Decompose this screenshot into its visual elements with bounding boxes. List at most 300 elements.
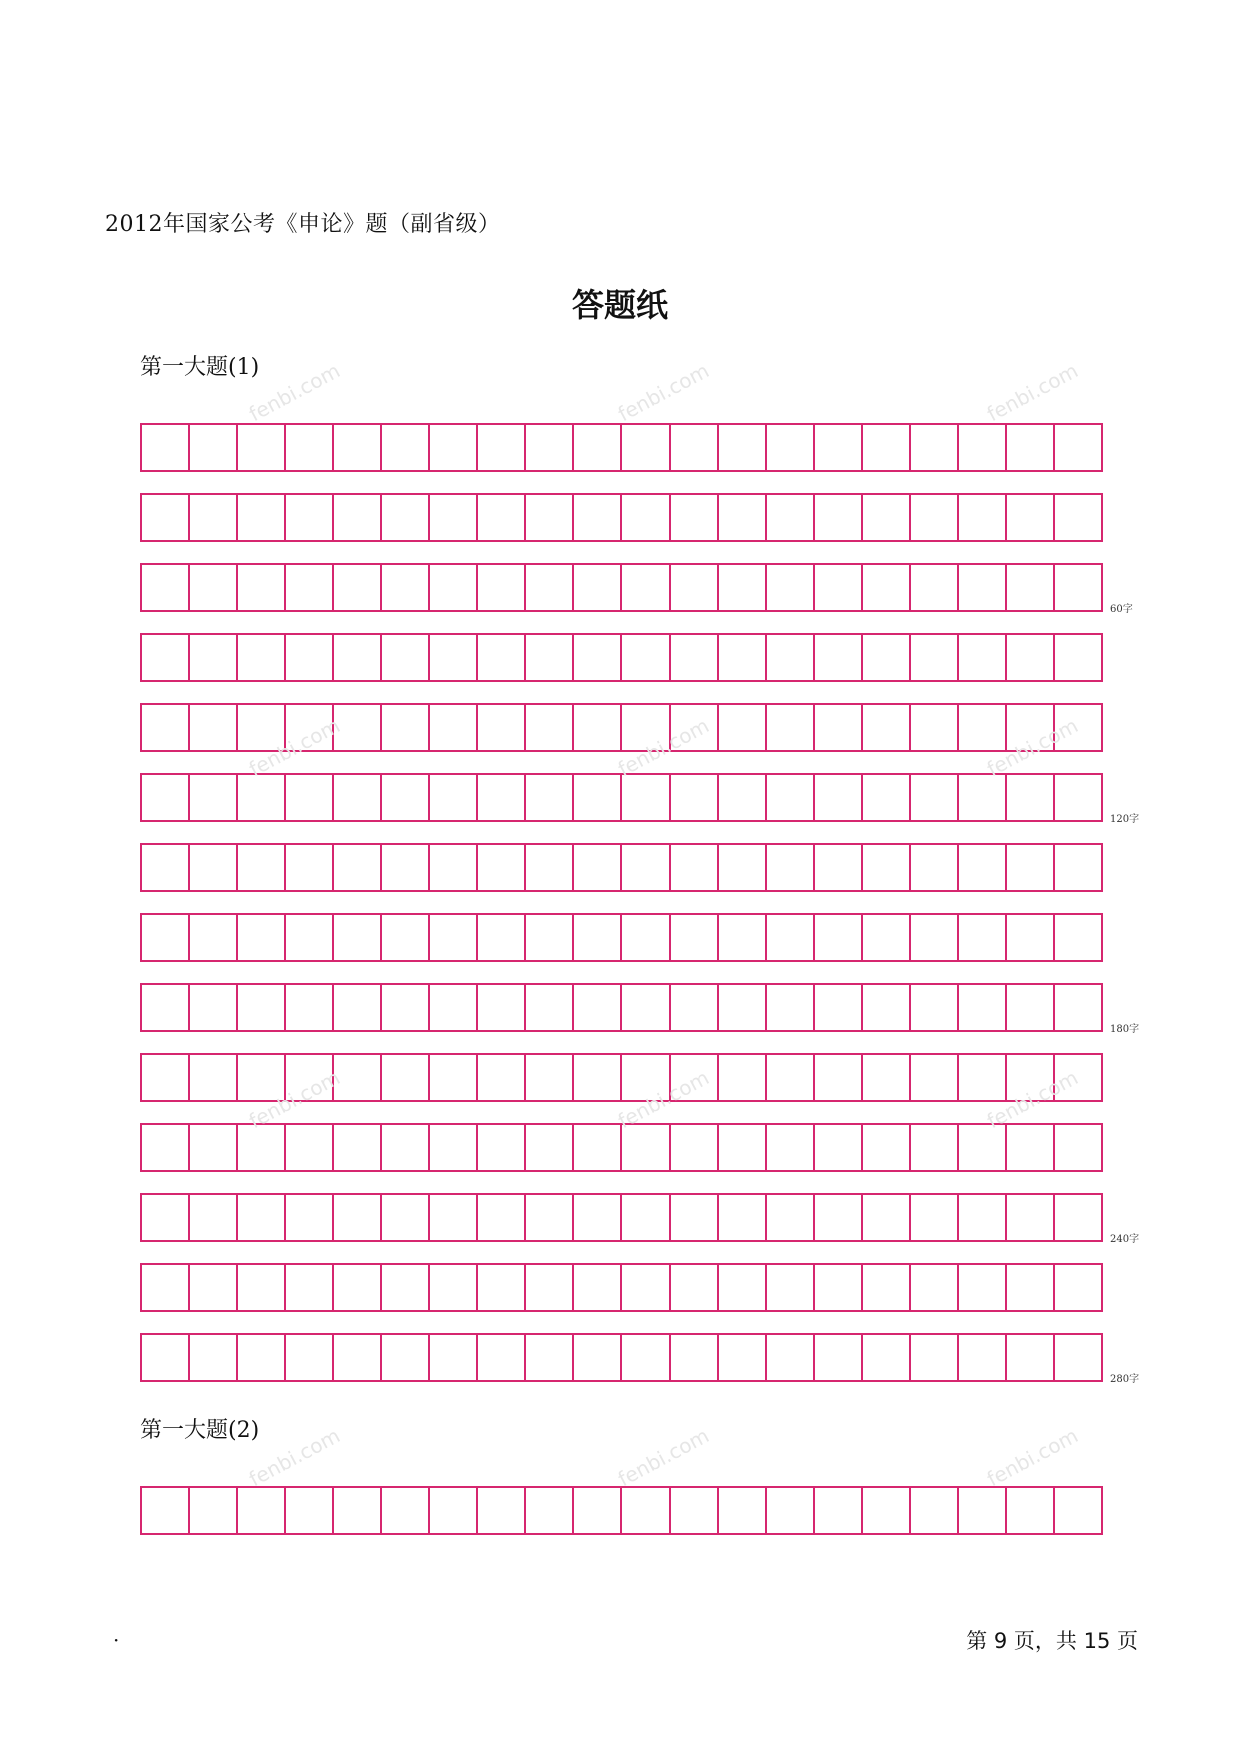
answer-grid-cell[interactable] — [382, 635, 430, 680]
answer-grid-cell[interactable] — [430, 635, 478, 680]
answer-grid-cell[interactable] — [911, 915, 959, 960]
answer-grid-cell[interactable] — [959, 1055, 1007, 1100]
answer-grid-cell[interactable] — [382, 425, 430, 470]
answer-grid-cell[interactable] — [622, 775, 670, 820]
answer-grid-cell[interactable] — [382, 1335, 430, 1380]
answer-grid-cell[interactable] — [767, 705, 815, 750]
answer-grid-cell[interactable] — [286, 705, 334, 750]
answer-grid-cell[interactable] — [190, 425, 238, 470]
answer-grid-cell[interactable] — [430, 425, 478, 470]
answer-grid-cell[interactable] — [334, 1265, 382, 1310]
answer-grid-cell[interactable] — [430, 985, 478, 1030]
answer-grid-cell[interactable] — [430, 1195, 478, 1240]
answer-grid-cell[interactable] — [959, 1195, 1007, 1240]
answer-grid-cell[interactable] — [190, 1265, 238, 1310]
answer-grid-cell[interactable] — [142, 705, 190, 750]
answer-grid-cell[interactable] — [863, 1055, 911, 1100]
answer-grid-cell[interactable] — [911, 1195, 959, 1240]
answer-grid-cell[interactable] — [719, 985, 767, 1030]
answer-grid-cell[interactable] — [911, 845, 959, 890]
answer-grid-cell[interactable] — [574, 565, 622, 610]
answer-grid-cell[interactable] — [334, 775, 382, 820]
answer-grid-cell[interactable] — [142, 1055, 190, 1100]
answer-grid-cell[interactable] — [334, 1195, 382, 1240]
answer-grid-cell[interactable] — [286, 635, 334, 680]
answer-grid-cell[interactable] — [526, 845, 574, 890]
answer-grid-cell[interactable] — [478, 1055, 526, 1100]
answer-grid-cell[interactable] — [767, 915, 815, 960]
answer-grid-cell[interactable] — [190, 495, 238, 540]
answer-grid-cell[interactable] — [622, 1335, 670, 1380]
answer-grid-cell[interactable] — [815, 1488, 863, 1533]
answer-grid-cell[interactable] — [190, 1335, 238, 1380]
answer-grid-cell[interactable] — [478, 1488, 526, 1533]
answer-grid-cell[interactable] — [911, 1265, 959, 1310]
answer-grid-cell[interactable] — [382, 1055, 430, 1100]
answer-grid-cell[interactable] — [238, 915, 286, 960]
answer-grid-cell[interactable] — [286, 775, 334, 820]
answer-grid-cell[interactable] — [334, 1055, 382, 1100]
answer-grid-cell[interactable] — [430, 1335, 478, 1380]
answer-grid-cell[interactable] — [526, 1195, 574, 1240]
answer-grid-cell[interactable] — [526, 1125, 574, 1170]
answer-grid-cell[interactable] — [334, 425, 382, 470]
answer-grid-cell[interactable] — [574, 1488, 622, 1533]
answer-grid-cell[interactable] — [1055, 775, 1103, 820]
answer-grid-cell[interactable] — [815, 565, 863, 610]
answer-grid-cell[interactable] — [671, 425, 719, 470]
answer-grid-cell[interactable] — [142, 1488, 190, 1533]
answer-grid-cell[interactable] — [430, 1055, 478, 1100]
answer-grid-cell[interactable] — [767, 775, 815, 820]
answer-grid-cell[interactable] — [142, 845, 190, 890]
answer-grid-cell[interactable] — [478, 705, 526, 750]
answer-grid-cell[interactable] — [1007, 495, 1055, 540]
answer-grid-cell[interactable] — [622, 1055, 670, 1100]
answer-grid-cell[interactable] — [286, 1335, 334, 1380]
answer-grid-cell[interactable] — [863, 425, 911, 470]
answer-grid-cell[interactable] — [959, 425, 1007, 470]
answer-grid-cell[interactable] — [478, 425, 526, 470]
answer-grid-cell[interactable] — [719, 1195, 767, 1240]
answer-grid-cell[interactable] — [863, 1195, 911, 1240]
answer-grid-cell[interactable] — [238, 565, 286, 610]
answer-grid-cell[interactable] — [574, 425, 622, 470]
answer-grid-cell[interactable] — [430, 915, 478, 960]
answer-grid-cell[interactable] — [815, 775, 863, 820]
answer-grid-cell[interactable] — [622, 845, 670, 890]
answer-grid-cell[interactable] — [1007, 1195, 1055, 1240]
answer-grid-cell[interactable] — [526, 915, 574, 960]
answer-grid-cell[interactable] — [526, 705, 574, 750]
answer-grid-cell[interactable] — [478, 1335, 526, 1380]
answer-grid-cell[interactable] — [767, 495, 815, 540]
answer-grid-cell[interactable] — [526, 425, 574, 470]
answer-grid-cell[interactable] — [142, 565, 190, 610]
answer-grid-cell[interactable] — [574, 1125, 622, 1170]
answer-grid-cell[interactable] — [382, 1195, 430, 1240]
answer-grid-cell[interactable] — [959, 1488, 1007, 1533]
answer-grid-cell[interactable] — [238, 1488, 286, 1533]
answer-grid-cell[interactable] — [622, 1195, 670, 1240]
answer-grid-cell[interactable] — [238, 1055, 286, 1100]
answer-grid-cell[interactable] — [526, 635, 574, 680]
answer-grid-cell[interactable] — [526, 565, 574, 610]
answer-grid-cell[interactable] — [1007, 1488, 1055, 1533]
answer-grid-cell[interactable] — [238, 775, 286, 820]
answer-grid-cell[interactable] — [1007, 705, 1055, 750]
answer-grid-cell[interactable] — [238, 845, 286, 890]
answer-grid-cell[interactable] — [430, 565, 478, 610]
answer-grid-cell[interactable] — [815, 1335, 863, 1380]
answer-grid-cell[interactable] — [959, 985, 1007, 1030]
answer-grid-cell[interactable] — [671, 1265, 719, 1310]
answer-grid-cell[interactable] — [863, 915, 911, 960]
answer-grid-cell[interactable] — [574, 1335, 622, 1380]
answer-grid-cell[interactable] — [719, 915, 767, 960]
answer-grid-cell[interactable] — [622, 705, 670, 750]
answer-grid-cell[interactable] — [959, 565, 1007, 610]
answer-grid-cell[interactable] — [190, 565, 238, 610]
answer-grid-cell[interactable] — [767, 1265, 815, 1310]
answer-grid-cell[interactable] — [334, 1125, 382, 1170]
answer-grid-cell[interactable] — [1055, 1055, 1103, 1100]
answer-grid-cell[interactable] — [478, 635, 526, 680]
answer-grid-cell[interactable] — [719, 565, 767, 610]
answer-grid-cell[interactable] — [526, 1335, 574, 1380]
answer-grid-cell[interactable] — [190, 1125, 238, 1170]
answer-grid-cell[interactable] — [1055, 705, 1103, 750]
answer-grid-cell[interactable] — [1007, 565, 1055, 610]
answer-grid-cell[interactable] — [959, 705, 1007, 750]
answer-grid-cell[interactable] — [334, 495, 382, 540]
answer-grid-cell[interactable] — [382, 845, 430, 890]
answer-grid-cell[interactable] — [190, 915, 238, 960]
answer-grid-cell[interactable] — [622, 985, 670, 1030]
answer-grid-cell[interactable] — [622, 1125, 670, 1170]
answer-grid-cell[interactable] — [1007, 635, 1055, 680]
answer-grid-cell[interactable] — [622, 915, 670, 960]
answer-grid-cell[interactable] — [574, 1055, 622, 1100]
answer-grid-cell[interactable] — [142, 1195, 190, 1240]
answer-grid-cell[interactable] — [574, 635, 622, 680]
answer-grid-cell[interactable] — [863, 1335, 911, 1380]
answer-grid-cell[interactable] — [863, 635, 911, 680]
answer-grid-cell[interactable] — [959, 915, 1007, 960]
answer-grid-cell[interactable] — [911, 635, 959, 680]
answer-grid-cell[interactable] — [382, 1488, 430, 1533]
answer-grid-cell[interactable] — [671, 495, 719, 540]
answer-grid-cell[interactable] — [190, 1488, 238, 1533]
answer-grid-cell[interactable] — [815, 705, 863, 750]
answer-grid-cell[interactable] — [526, 1055, 574, 1100]
answer-grid-cell[interactable] — [574, 1265, 622, 1310]
answer-grid-cell[interactable] — [815, 845, 863, 890]
answer-grid-cell[interactable] — [286, 985, 334, 1030]
answer-grid-cell[interactable] — [382, 1125, 430, 1170]
answer-grid-cell[interactable] — [815, 1265, 863, 1310]
answer-grid-cell[interactable] — [911, 1125, 959, 1170]
answer-grid-cell[interactable] — [334, 635, 382, 680]
answer-grid-cell[interactable] — [767, 1488, 815, 1533]
answer-grid-cell[interactable] — [238, 1265, 286, 1310]
answer-grid-cell[interactable] — [911, 775, 959, 820]
answer-grid-cell[interactable] — [286, 1488, 334, 1533]
answer-grid-cell[interactable] — [622, 495, 670, 540]
answer-grid-cell[interactable] — [959, 1265, 1007, 1310]
answer-grid-cell[interactable] — [1007, 1335, 1055, 1380]
answer-grid-cell[interactable] — [430, 775, 478, 820]
answer-grid-cell[interactable] — [334, 1335, 382, 1380]
answer-grid-cell[interactable] — [286, 1265, 334, 1310]
answer-grid-cell[interactable] — [142, 635, 190, 680]
answer-grid-cell[interactable] — [815, 985, 863, 1030]
answer-grid-cell[interactable] — [286, 425, 334, 470]
answer-grid-cell[interactable] — [815, 495, 863, 540]
answer-grid-cell[interactable] — [1055, 1265, 1103, 1310]
answer-grid-cell[interactable] — [478, 565, 526, 610]
answer-grid-cell[interactable] — [815, 1195, 863, 1240]
answer-grid-cell[interactable] — [238, 1195, 286, 1240]
answer-grid-cell[interactable] — [911, 985, 959, 1030]
answer-grid-cell[interactable] — [190, 775, 238, 820]
answer-grid-cell[interactable] — [478, 1195, 526, 1240]
answer-grid-cell[interactable] — [142, 1335, 190, 1380]
answer-grid-cell[interactable] — [142, 495, 190, 540]
answer-grid-cell[interactable] — [719, 495, 767, 540]
answer-grid-cell[interactable] — [526, 1265, 574, 1310]
answer-grid-cell[interactable] — [238, 1335, 286, 1380]
answer-grid-cell[interactable] — [959, 1125, 1007, 1170]
answer-grid-cell[interactable] — [911, 565, 959, 610]
answer-grid-cell[interactable] — [478, 775, 526, 820]
answer-grid-cell[interactable] — [478, 845, 526, 890]
answer-grid-cell[interactable] — [911, 1488, 959, 1533]
answer-grid-cell[interactable] — [622, 565, 670, 610]
answer-grid-cell[interactable] — [863, 775, 911, 820]
answer-grid-cell[interactable] — [767, 1055, 815, 1100]
answer-grid-cell[interactable] — [767, 635, 815, 680]
answer-grid-cell[interactable] — [142, 775, 190, 820]
answer-grid-cell[interactable] — [430, 1125, 478, 1170]
answer-grid-cell[interactable] — [478, 985, 526, 1030]
answer-grid-cell[interactable] — [478, 1125, 526, 1170]
answer-grid-cell[interactable] — [959, 1335, 1007, 1380]
answer-grid-cell[interactable] — [526, 1488, 574, 1533]
answer-grid-cell[interactable] — [815, 635, 863, 680]
answer-grid-cell[interactable] — [286, 845, 334, 890]
answer-grid-cell[interactable] — [574, 845, 622, 890]
answer-grid-cell[interactable] — [719, 425, 767, 470]
answer-grid-cell[interactable] — [863, 705, 911, 750]
answer-grid-cell[interactable] — [815, 1125, 863, 1170]
answer-grid-cell[interactable] — [286, 565, 334, 610]
answer-grid-cell[interactable] — [1007, 1265, 1055, 1310]
answer-grid-cell[interactable] — [478, 915, 526, 960]
answer-grid-cell[interactable] — [911, 705, 959, 750]
answer-grid-cell[interactable] — [911, 425, 959, 470]
answer-grid-cell[interactable] — [767, 565, 815, 610]
answer-grid-cell[interactable] — [526, 775, 574, 820]
answer-grid-cell[interactable] — [863, 1488, 911, 1533]
answer-grid-cell[interactable] — [238, 705, 286, 750]
answer-grid-cell[interactable] — [334, 985, 382, 1030]
answer-grid-cell[interactable] — [671, 1335, 719, 1380]
answer-grid-cell[interactable] — [622, 425, 670, 470]
answer-grid-cell[interactable] — [1055, 1335, 1103, 1380]
answer-grid-cell[interactable] — [430, 1488, 478, 1533]
answer-grid-cell[interactable] — [671, 775, 719, 820]
answer-grid-cell[interactable] — [1055, 495, 1103, 540]
answer-grid-cell[interactable] — [911, 1335, 959, 1380]
answer-grid-cell[interactable] — [238, 495, 286, 540]
answer-grid-cell[interactable] — [1055, 565, 1103, 610]
answer-grid-cell[interactable] — [574, 775, 622, 820]
answer-grid-cell[interactable] — [574, 1195, 622, 1240]
answer-grid-cell[interactable] — [382, 985, 430, 1030]
answer-grid-cell[interactable] — [334, 845, 382, 890]
answer-grid-cell[interactable] — [671, 705, 719, 750]
answer-grid-cell[interactable] — [671, 1195, 719, 1240]
answer-grid-cell[interactable] — [1055, 1195, 1103, 1240]
answer-grid-cell[interactable] — [574, 705, 622, 750]
answer-grid-cell[interactable] — [1055, 425, 1103, 470]
answer-grid-cell[interactable] — [1007, 1055, 1055, 1100]
answer-grid-cell[interactable] — [671, 845, 719, 890]
answer-grid-cell[interactable] — [1007, 845, 1055, 890]
answer-grid-cell[interactable] — [382, 915, 430, 960]
answer-grid-cell[interactable] — [911, 1055, 959, 1100]
answer-grid-cell[interactable] — [959, 495, 1007, 540]
answer-grid-cell[interactable] — [382, 775, 430, 820]
answer-grid-cell[interactable] — [1055, 1488, 1103, 1533]
answer-grid-cell[interactable] — [719, 1125, 767, 1170]
answer-grid-cell[interactable] — [1055, 915, 1103, 960]
answer-grid-cell[interactable] — [959, 845, 1007, 890]
answer-grid-cell[interactable] — [478, 1265, 526, 1310]
answer-grid-cell[interactable] — [911, 495, 959, 540]
answer-grid-cell[interactable] — [190, 635, 238, 680]
answer-grid-cell[interactable] — [430, 495, 478, 540]
answer-grid-cell[interactable] — [1055, 985, 1103, 1030]
answer-grid-cell[interactable] — [334, 565, 382, 610]
answer-grid-cell[interactable] — [815, 1055, 863, 1100]
answer-grid-cell[interactable] — [767, 1335, 815, 1380]
answer-grid-cell[interactable] — [863, 845, 911, 890]
answer-grid-cell[interactable] — [190, 1055, 238, 1100]
answer-grid-cell[interactable] — [142, 915, 190, 960]
answer-grid-cell[interactable] — [863, 565, 911, 610]
answer-grid-cell[interactable] — [719, 705, 767, 750]
answer-grid-cell[interactable] — [286, 1125, 334, 1170]
answer-grid-cell[interactable] — [719, 1265, 767, 1310]
answer-grid-cell[interactable] — [190, 985, 238, 1030]
answer-grid-cell[interactable] — [190, 845, 238, 890]
answer-grid-cell[interactable] — [815, 915, 863, 960]
answer-grid-cell[interactable] — [863, 1125, 911, 1170]
answer-grid-cell[interactable] — [671, 1125, 719, 1170]
answer-grid-cell[interactable] — [526, 495, 574, 540]
answer-grid-cell[interactable] — [286, 1055, 334, 1100]
answer-grid-cell[interactable] — [574, 915, 622, 960]
answer-grid-cell[interactable] — [190, 1195, 238, 1240]
answer-grid-cell[interactable] — [526, 985, 574, 1030]
answer-grid-cell[interactable] — [238, 1125, 286, 1170]
answer-grid-cell[interactable] — [1007, 775, 1055, 820]
answer-grid-cell[interactable] — [959, 775, 1007, 820]
answer-grid-cell[interactable] — [719, 845, 767, 890]
answer-grid-cell[interactable] — [671, 985, 719, 1030]
answer-grid-cell[interactable] — [719, 1055, 767, 1100]
answer-grid-cell[interactable] — [815, 425, 863, 470]
answer-grid-cell[interactable] — [863, 495, 911, 540]
answer-grid-cell[interactable] — [382, 495, 430, 540]
answer-grid-cell[interactable] — [719, 635, 767, 680]
answer-grid-cell[interactable] — [1007, 915, 1055, 960]
answer-grid-cell[interactable] — [142, 1265, 190, 1310]
answer-grid-cell[interactable] — [1055, 845, 1103, 890]
answer-grid-cell[interactable] — [382, 565, 430, 610]
answer-grid-cell[interactable] — [767, 1125, 815, 1170]
answer-grid-cell[interactable] — [430, 1265, 478, 1310]
answer-grid-cell[interactable] — [334, 705, 382, 750]
answer-grid-cell[interactable] — [286, 495, 334, 540]
answer-grid-cell[interactable] — [719, 775, 767, 820]
answer-grid-cell[interactable] — [430, 705, 478, 750]
answer-grid-cell[interactable] — [719, 1488, 767, 1533]
answer-grid-cell[interactable] — [719, 1335, 767, 1380]
answer-grid-cell[interactable] — [142, 1125, 190, 1170]
answer-grid-cell[interactable] — [767, 845, 815, 890]
answer-grid-cell[interactable] — [1007, 985, 1055, 1030]
answer-grid-cell[interactable] — [238, 985, 286, 1030]
answer-grid-cell[interactable] — [382, 1265, 430, 1310]
answer-grid-cell[interactable] — [334, 915, 382, 960]
answer-grid-cell[interactable] — [286, 1195, 334, 1240]
answer-grid-cell[interactable] — [622, 635, 670, 680]
answer-grid-cell[interactable] — [959, 635, 1007, 680]
answer-grid-cell[interactable] — [622, 1265, 670, 1310]
answer-grid-cell[interactable] — [190, 705, 238, 750]
answer-grid-cell[interactable] — [1055, 1125, 1103, 1170]
answer-grid-cell[interactable] — [671, 635, 719, 680]
answer-grid-cell[interactable] — [767, 1195, 815, 1240]
answer-grid-cell[interactable] — [142, 425, 190, 470]
answer-grid-cell[interactable] — [863, 985, 911, 1030]
answer-grid-cell[interactable] — [671, 565, 719, 610]
answer-grid-cell[interactable] — [238, 425, 286, 470]
answer-grid-cell[interactable] — [671, 915, 719, 960]
answer-grid-cell[interactable] — [478, 495, 526, 540]
answer-grid-cell[interactable] — [767, 425, 815, 470]
answer-grid-cell[interactable] — [574, 495, 622, 540]
answer-grid-cell[interactable] — [671, 1488, 719, 1533]
answer-grid-cell[interactable] — [1007, 1125, 1055, 1170]
answer-grid-cell[interactable] — [863, 1265, 911, 1310]
answer-grid-cell[interactable] — [430, 845, 478, 890]
answer-grid-cell[interactable] — [1055, 635, 1103, 680]
answer-grid-cell[interactable] — [622, 1488, 670, 1533]
answer-grid-cell[interactable] — [286, 915, 334, 960]
answer-grid-cell[interactable] — [574, 985, 622, 1030]
answer-grid-cell[interactable] — [142, 985, 190, 1030]
answer-grid-cell[interactable] — [1007, 425, 1055, 470]
answer-grid-cell[interactable] — [238, 635, 286, 680]
answer-grid-cell[interactable] — [767, 985, 815, 1030]
answer-grid-cell[interactable] — [382, 705, 430, 750]
answer-grid-cell[interactable] — [334, 1488, 382, 1533]
answer-grid-cell[interactable] — [671, 1055, 719, 1100]
